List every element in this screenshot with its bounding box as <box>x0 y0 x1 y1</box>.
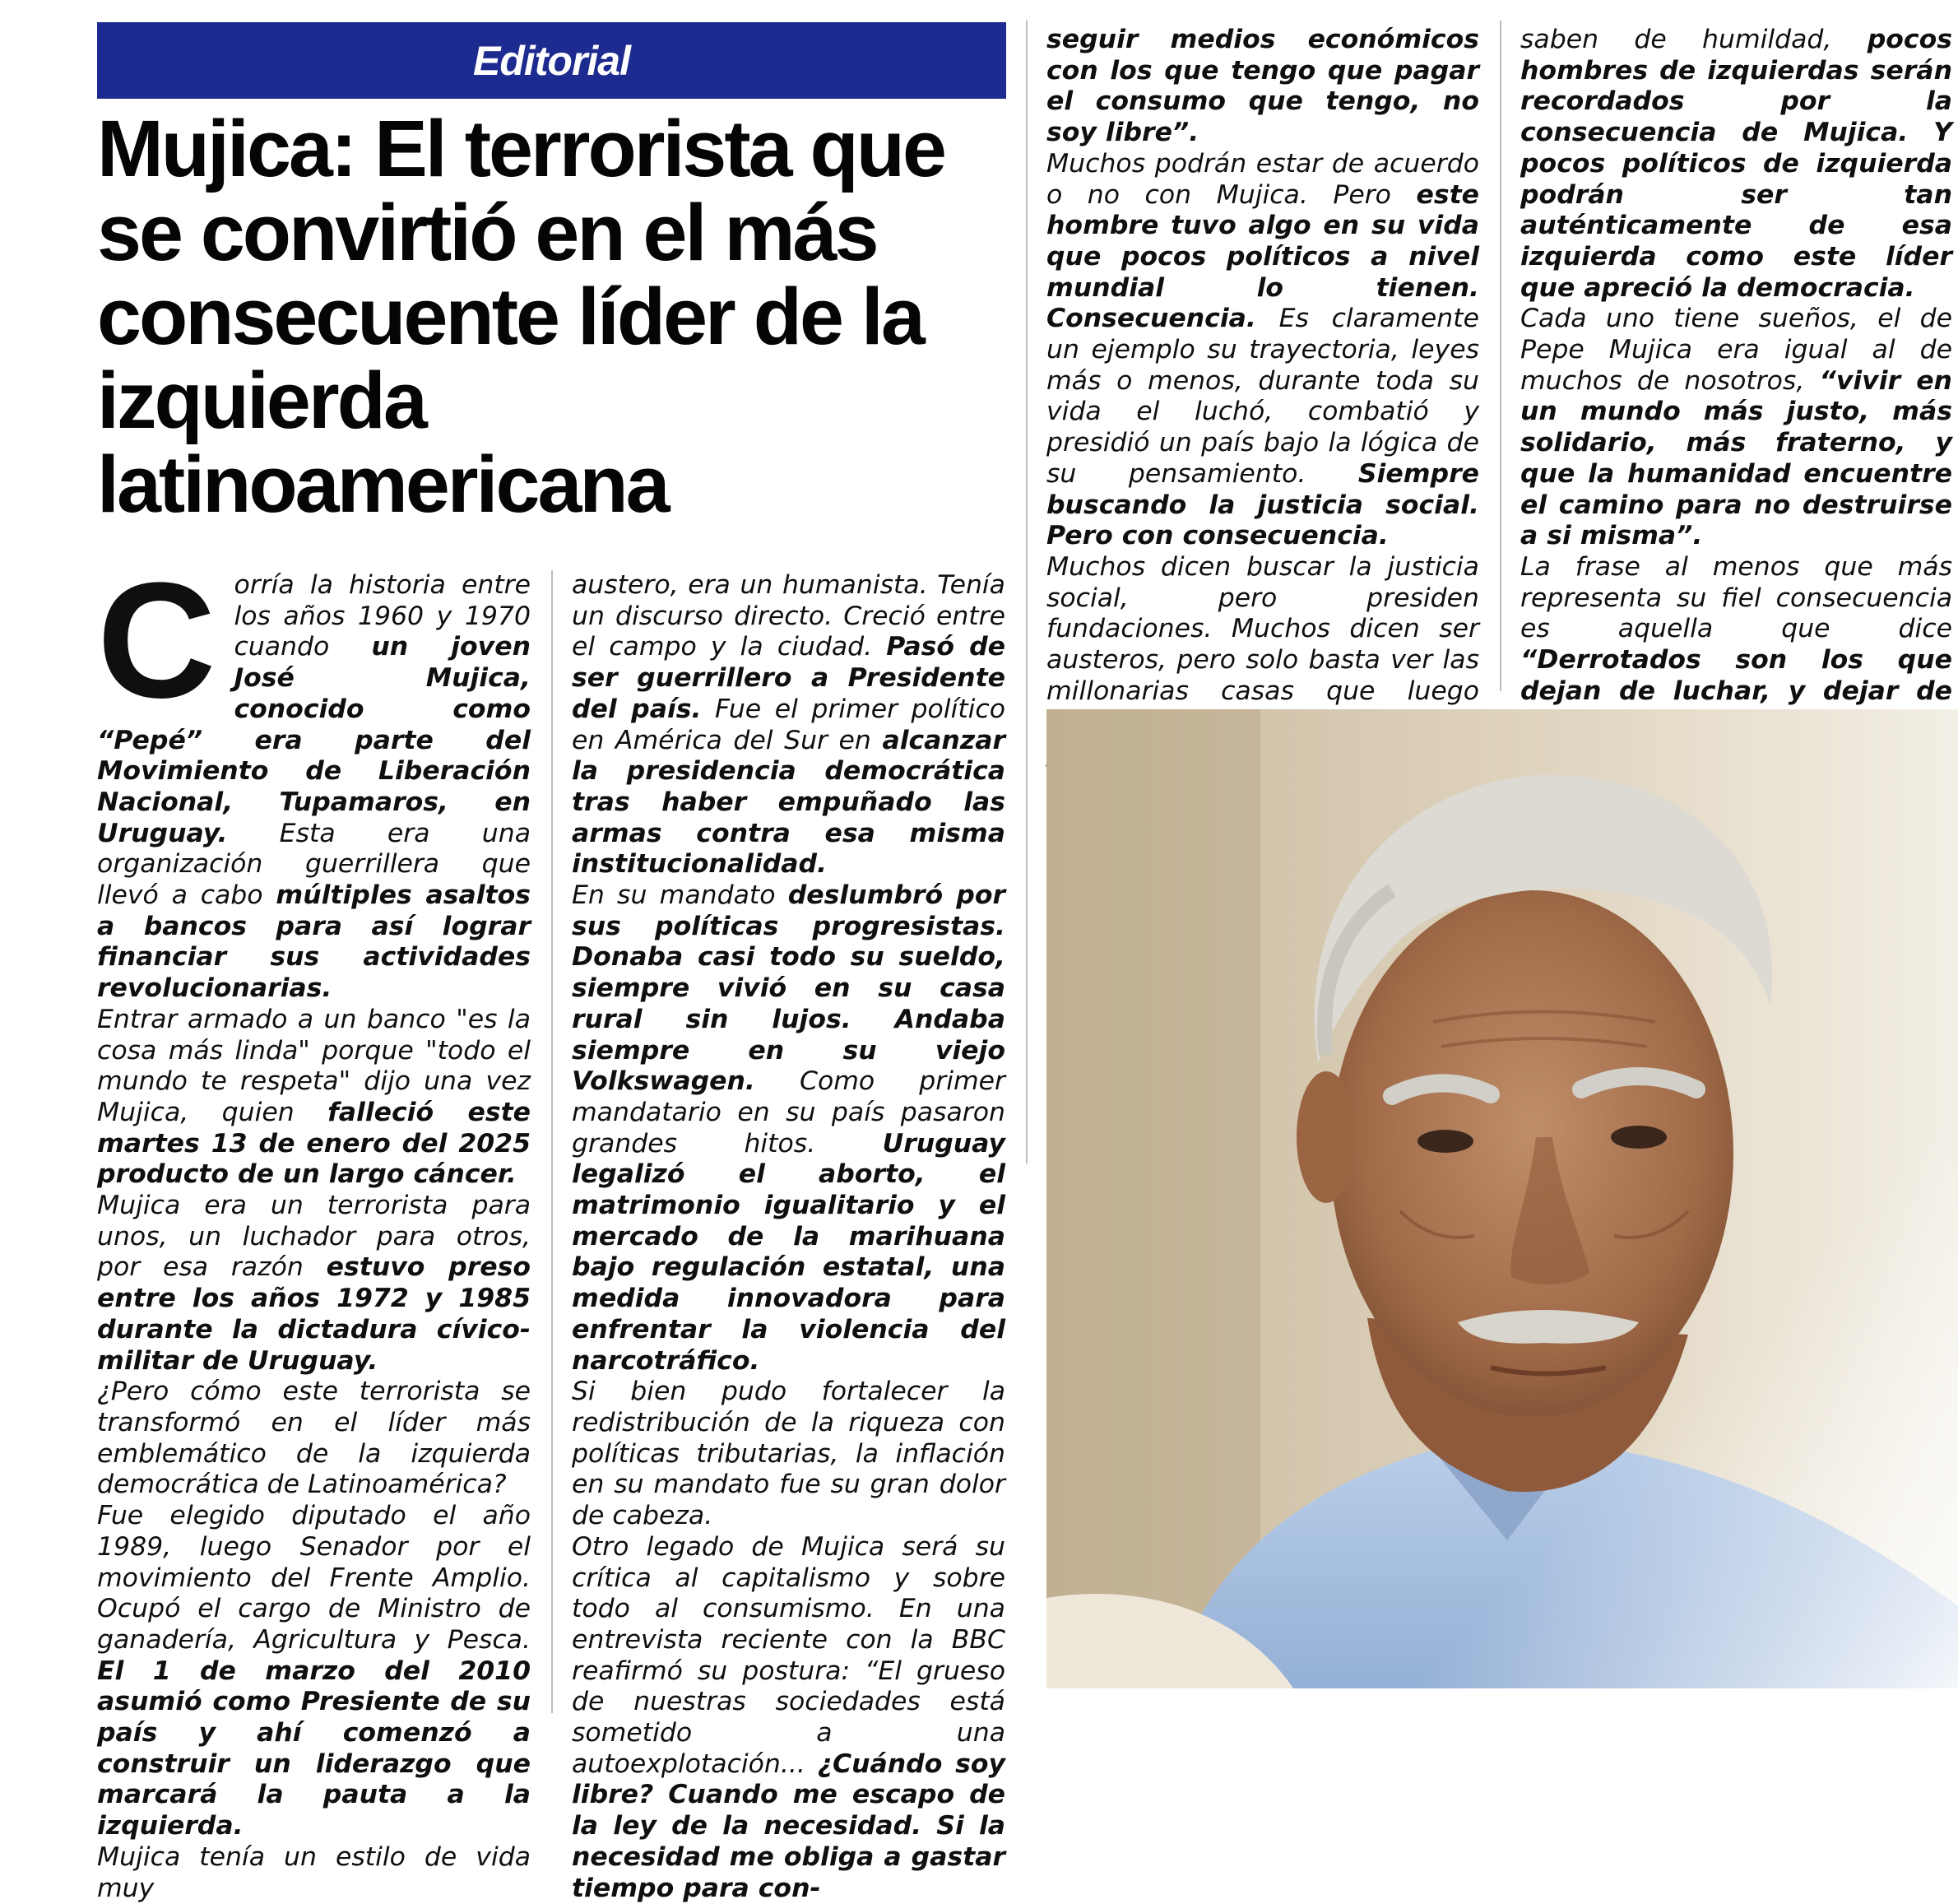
body-text: Es claramente un ejemplo su trayectoria, leyes más o menos, durante toda su vida el luchó, combatió y presidió un país bajo la lógica de su pensamiento. <box>1046 304 1479 489</box>
body-text: Otro legado de Mujica será su crítica al capitalismo y sobre todo al consumismo. En una entrevista reciente con la BBC reafirmó su postura: “El grueso de nuestras sociedades está sometido a una autoexplotación... <box>572 1531 1005 1779</box>
column-divider <box>1500 21 1501 691</box>
article-paragraph <box>97 1377 531 1501</box>
article-paragraph <box>97 549 531 1005</box>
article-paragraph <box>572 570 1005 880</box>
emphasis-text: Pasó de ser guerrillero a Presidente del país. <box>572 632 1005 724</box>
article-paragraph <box>97 1501 531 1842</box>
emphasis-text: este hombre tuvo algo en su vida que pocos políticos a nivel mundial lo tienen. Consecuencia. <box>1046 179 1479 334</box>
emphasis-text: “Derrotados son los que dejan de luchar, y dejar de <box>1520 645 1952 706</box>
section-banner <box>97 22 1006 99</box>
article-column-3 <box>1046 25 1479 706</box>
body-text: ¿Pero cómo este terrorista se transformó en el líder más emblemático de la izquierda democrática de Latinoamérica? <box>97 1377 531 1500</box>
article-paragraph <box>572 880 1005 1377</box>
body-text: Fue el primer político en América del Sur en <box>572 694 1006 755</box>
drop-cap: C <box>97 549 216 732</box>
article-column-1 <box>97 549 531 1903</box>
emphasis-text: Siempre buscando la justicia social. Pero con consecuencia. <box>1046 458 1479 551</box>
body-text: Muchos dicen buscar la justicia social, pero presiden fundaciones. Muchos dicen ser austeros, pero solo basta ver las millonarias casas que luego <box>1046 551 1479 706</box>
body-text: Mujica era un terrorista para unos, un luchador para otros, por esa razón <box>97 1191 531 1283</box>
emphasis-text: Uruguay legalizó el aborto, el matrimonio igualitario y el mercado de la marihuana bajo regulación estatal, una medida innovadora para enfrentar la violencia del narcotráfico. <box>572 1128 1005 1376</box>
emphasis-text: ¿Cuándo soy libre? Cuando me escapo de la ley de la necesidad. Si la necesidad me obliga a gastar tiempo para con- <box>572 1748 1005 1903</box>
body-text: Mujica tenía un estilo de vida muy <box>97 1841 531 1903</box>
article-column-2 <box>572 570 1006 1903</box>
body-text: Si bien pudo fortalecer la redistribución de la riqueza con políticas tributarias, la inflación en su mandato fue su gran dolor de cabeza. <box>572 1377 1005 1531</box>
article-paragraph <box>1046 149 1479 552</box>
body-text: Fue elegido diputado el año 1989, luego Senador por el movimiento del Frente Amplio. Ocupó el cargo de Ministro de ganadería, Agricultura y Pesca. <box>97 1501 531 1655</box>
section-label: Editorial <box>472 37 631 84</box>
column-divider <box>551 570 553 1713</box>
portrait-illustration <box>1046 709 1958 1688</box>
emphasis-text: “vivir en un mundo más justo, más solidario, más fraterno, y que la humanidad encuentre el camino para no destruirse a si misma”. <box>1520 365 1952 551</box>
emphasis-text: El 1 de marzo del 2010 asumió como Presiente de su país y ahí comenzó a construir un liderazgo que marcará la pauta a la izquierda. <box>97 1656 531 1841</box>
body-text: Cada uno tiene sueños, el de Pepe Mujica era igual al de muchos de nosotros, <box>1520 304 1952 396</box>
article-paragraph <box>97 1005 531 1191</box>
body-text: La frase al menos que más representa su fiel consecuencia es aquella que dice <box>1520 551 1952 644</box>
emphasis-text: estuvo preso entre los años 1972 y 1985 durante la dictadura cívico-militar de Uruguay. <box>97 1252 531 1376</box>
article-paragraph <box>97 1842 531 1904</box>
body-text: Esta era una organización guerrillera que llevó a cabo <box>97 818 531 911</box>
emphasis-text: falleció este martes 13 de enero del 2025 producto de un largo cáncer. <box>97 1097 531 1190</box>
body-text: Como primer mandatario en su país pasaron grandes hitos. <box>572 1066 1005 1159</box>
body-text: orría la historia entre los años 1960 y 1970 cuando <box>234 570 531 662</box>
article-paragraph <box>1520 25 1952 304</box>
article-column-4 <box>1520 25 1952 706</box>
emphasis-text: seguir medios económicos con los que tengo que pagar el consumo que tengo, no soy libre”. <box>1046 25 1479 148</box>
headline: Mujica: El terrorista que se convirtió en el más consecuente líder de la izquierda latinoamericana <box>97 104 944 529</box>
emphasis-text: un joven José Mujica, conocido como “Pepé” era parte del Movimiento de Liberación Nacional, Tupamaros, en Uruguay. <box>97 632 531 848</box>
body-text: saben de humildad, <box>1520 25 1868 54</box>
column-divider <box>1026 21 1028 1163</box>
emphasis-text: pocos hombres de izquierdas serán recordados por la consecuencia de Mujica. Y pocos políticos de izquierda podrán ser tan auténticamente de esa izquierda como este líder que apreció la democracia. <box>1520 25 1952 303</box>
article-paragraph <box>1520 304 1952 552</box>
body-text: austero, era un humanista. Tenía un discurso directo. Creció entre el campo y la ciudad. <box>572 570 1005 662</box>
body-text: Entrar armado a un banco "es la cosa más linda" porque "todo el mundo te respeta" dijo una vez Mujica, quien <box>97 1004 531 1127</box>
emphasis-text: deslumbró por sus políticas progresistas. Donaba casi todo su sueldo, siempre vivió en su casa rural sin lujos. Andaba siempre en su viejo Volkswagen. <box>572 880 1006 1097</box>
article-paragraph <box>572 1532 1005 1904</box>
emphasis-text: alcanzar la presidencia democrática tras haber empuñado las armas contra esa misma institucionalidad. <box>572 725 1005 880</box>
portrait-photo <box>1046 709 1958 1688</box>
body-text: Muchos podrán estar de acuerdo o no con Mujica. Pero <box>1046 148 1479 210</box>
article-paragraph <box>1046 25 1479 149</box>
article-paragraph <box>97 1191 531 1377</box>
article-paragraph <box>572 1377 1005 1532</box>
body-text: En su mandato <box>572 880 788 911</box>
emphasis-text: múltiples asaltos a bancos para así lograr financiar sus actividades revolucionarias. <box>97 880 531 1004</box>
